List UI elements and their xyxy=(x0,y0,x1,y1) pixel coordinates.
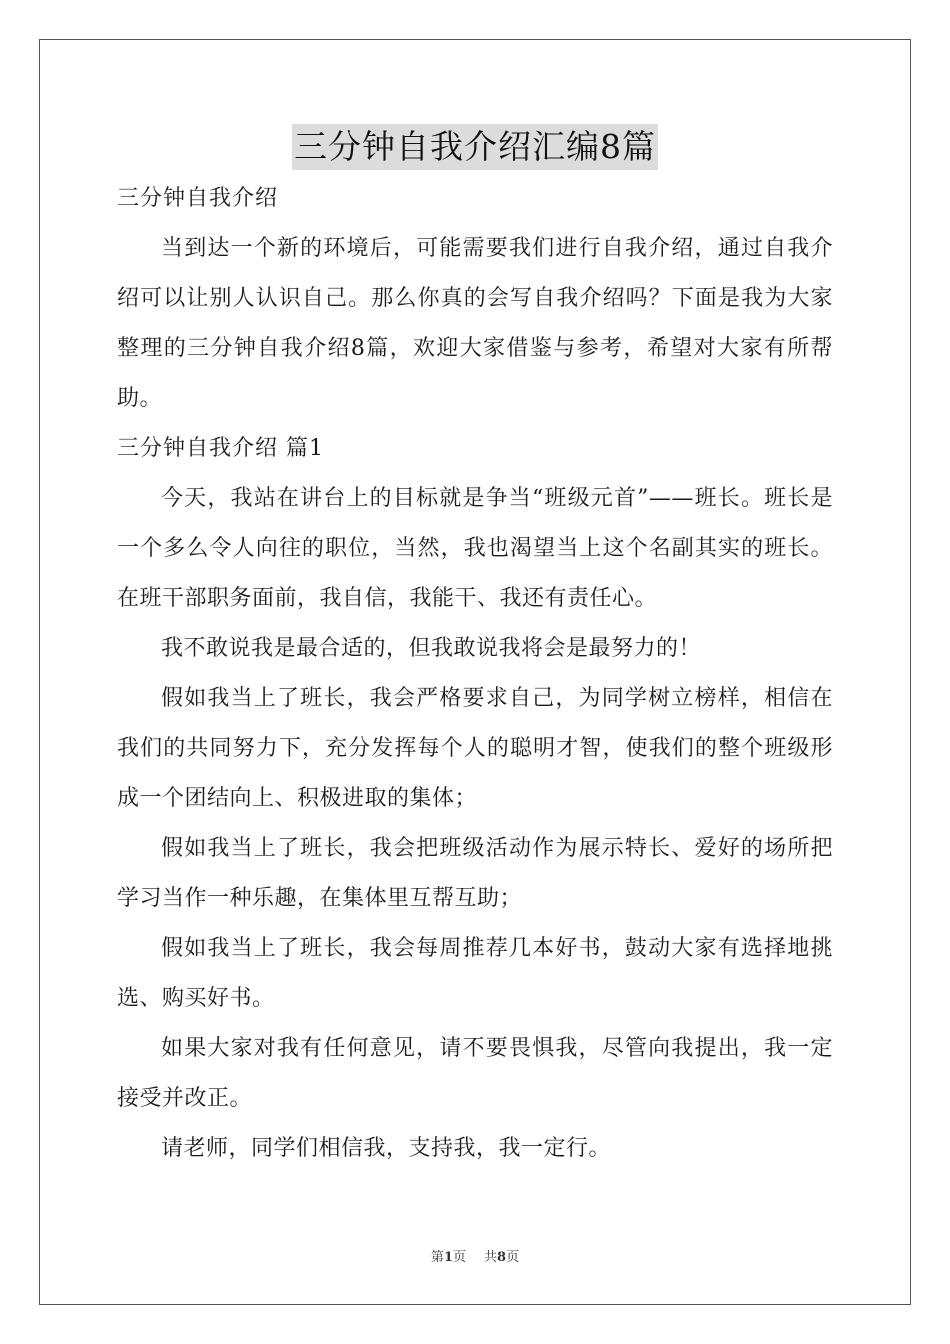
body-paragraph: 如果大家对我有任何意见，请不要畏惧我，尽管向我提出，我一定接受并改正。 xyxy=(117,1036,833,1111)
current-page-number: 1 xyxy=(443,1250,453,1265)
intro-paragraph: 当到达一个新的环境后，可能需要我们进行自我介绍，通过自我介绍可以让别人认识自己。那么你真的会写自我介绍吗？下面是我为大家整理的三分钟自我介绍8篇，欢迎大家借鉴与参考，希望对大家有所帮助。 xyxy=(117,236,833,411)
page-prefix: 第 xyxy=(430,1250,444,1265)
document-title: 三分钟自我介绍汇编8篇 xyxy=(292,124,658,170)
page-unit: 页 xyxy=(452,1250,466,1265)
article-heading: 三分钟自我介绍 篇1 xyxy=(117,436,324,461)
body-paragraph: 我不敢说我是最合适的，但我敢说我将会是最努力的！ xyxy=(161,636,702,661)
body-paragraph: 今天，我站在讲台上的目标就是争当“班级元首”——班长。班长是一个多么令人向往的职位，当然，我也渴望当上这个名副其实的班长。在班干部职务面前，我自信，我能干、我还有责任心。 xyxy=(117,486,833,611)
total-page-number: 8 xyxy=(497,1250,507,1265)
total-unit: 页 xyxy=(506,1250,520,1265)
page-footer xyxy=(0,1246,950,1265)
body-paragraph: 假如我当上了班长，我会严格要求自己，为同学树立榜样，相信在我们的共同努力下，充分发挥每个人的聪明才智，使我们的整个班级形成一个团结向上、积极进取的集体； xyxy=(117,686,833,811)
section-heading: 三分钟自我介绍 xyxy=(117,186,279,211)
body-paragraph: 假如我当上了班长，我会把班级活动作为展示特长、爱好的场所把学习当作一种乐趣，在集体里互帮互助； xyxy=(117,836,833,911)
total-prefix: 共 xyxy=(484,1250,498,1265)
document-body xyxy=(117,174,833,1174)
body-paragraph: 请老师，同学们相信我，支持我，我一定行。 xyxy=(161,1136,612,1161)
body-paragraph: 假如我当上了班长，我会每周推荐几本好书，鼓动大家有选择地挑选、购买好书。 xyxy=(117,936,833,1011)
title-container xyxy=(0,124,950,170)
